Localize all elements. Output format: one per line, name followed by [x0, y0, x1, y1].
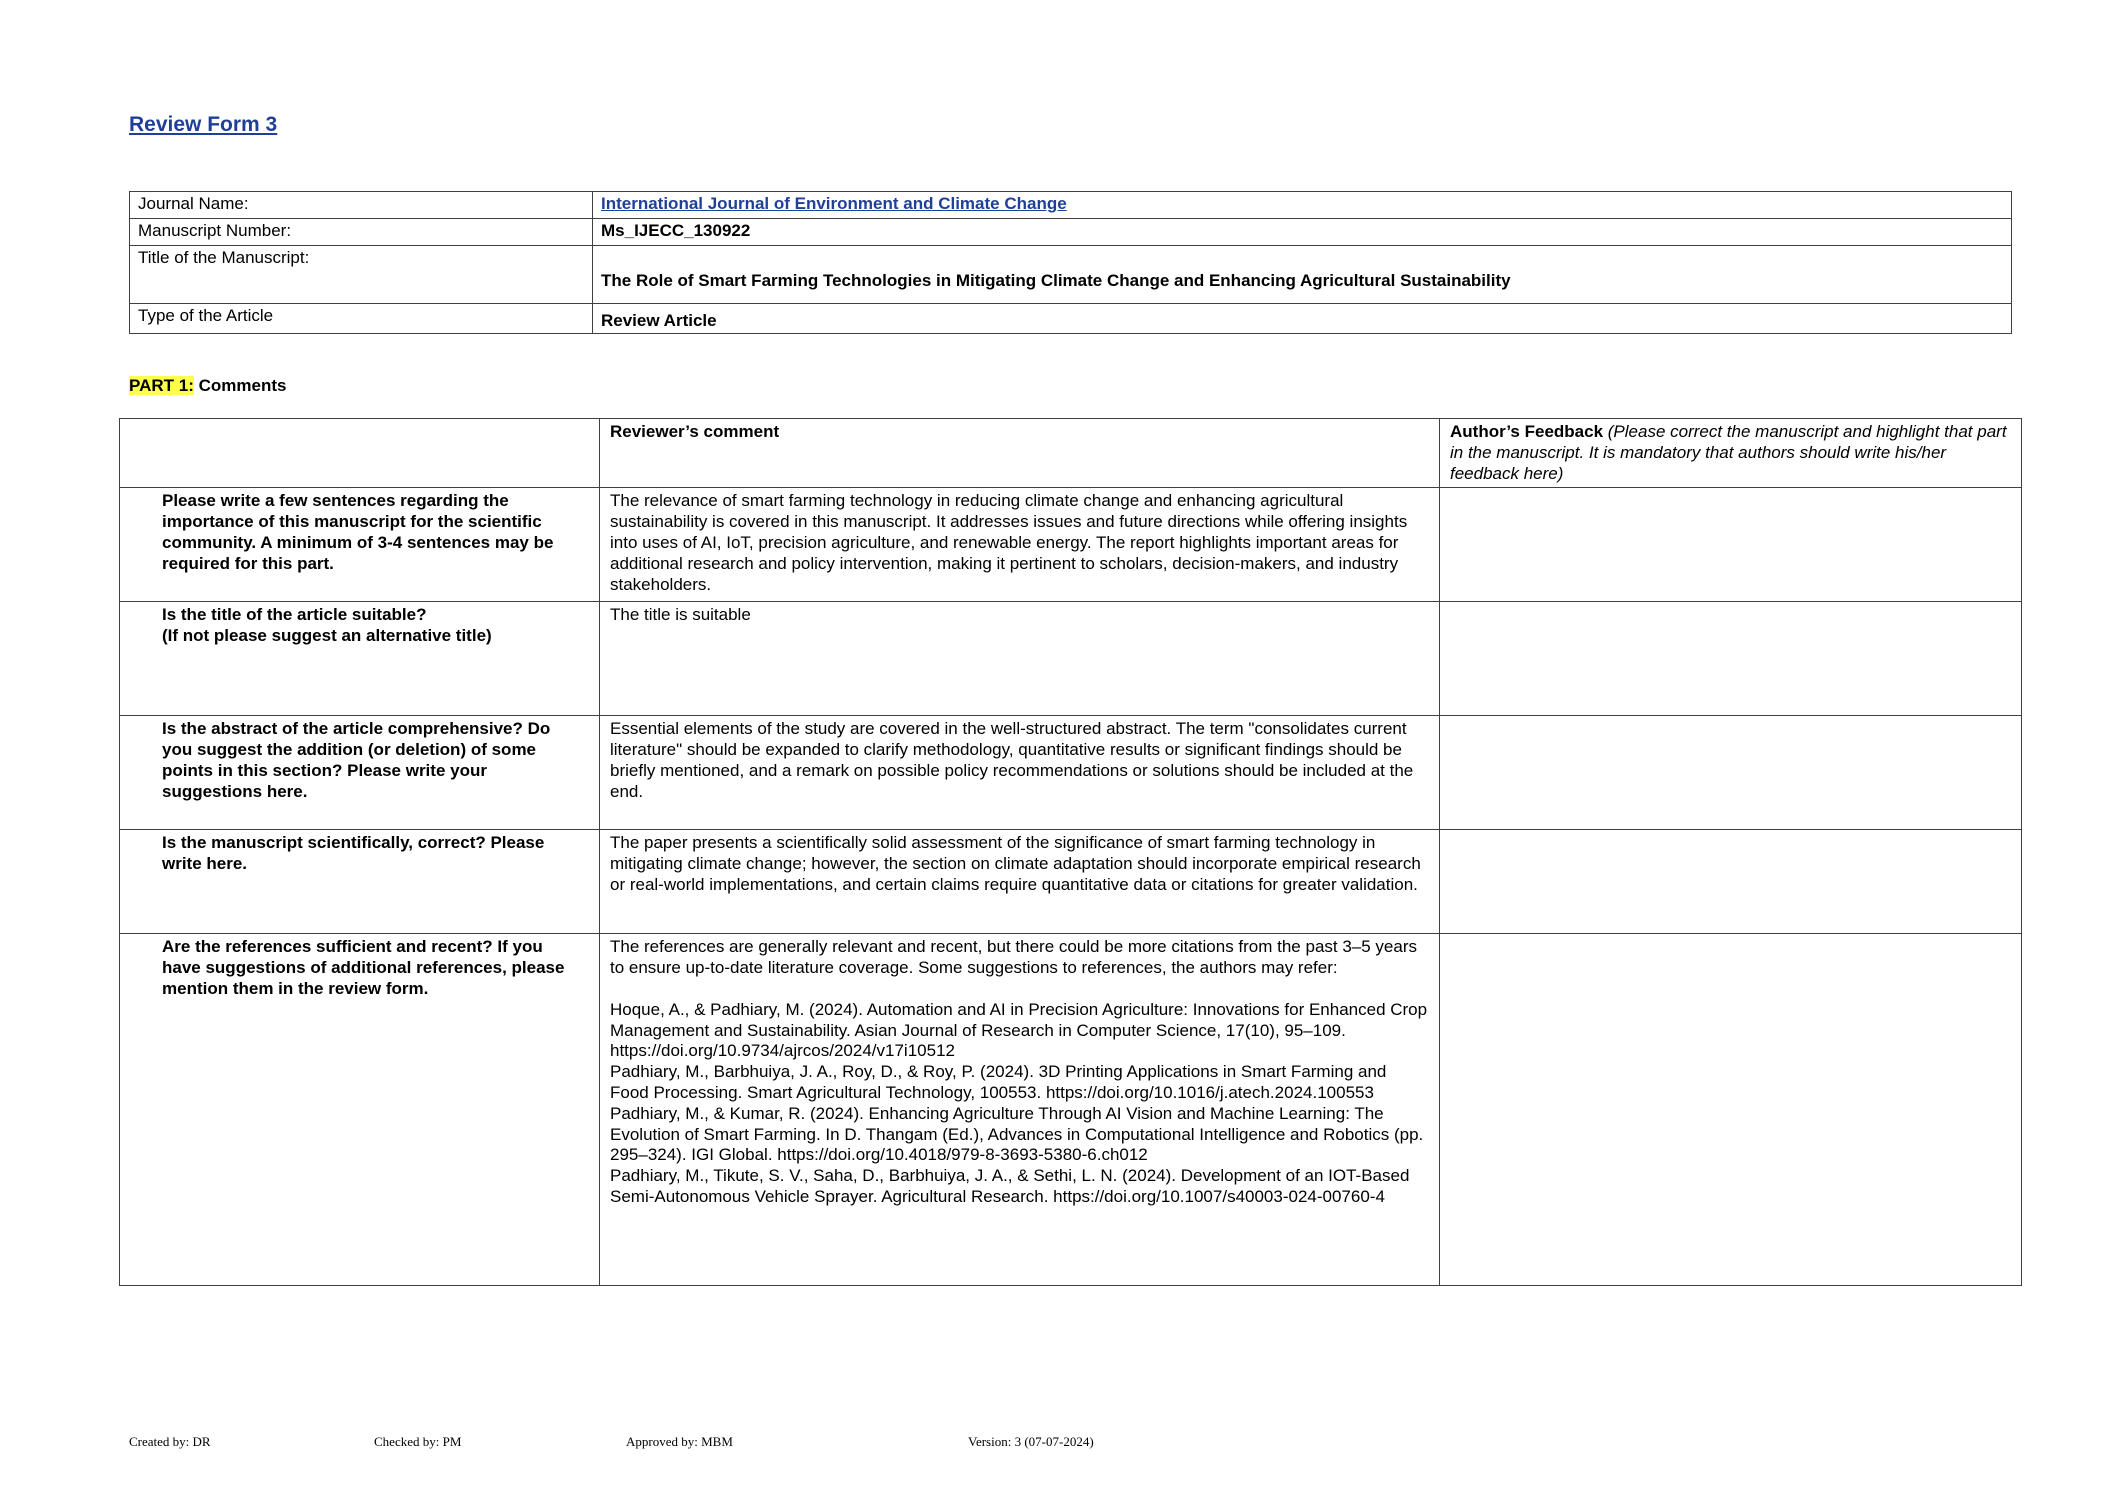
- author-feedback-cell[interactable]: [1440, 716, 2022, 830]
- article-type-label: Type of the Article: [130, 304, 593, 334]
- footer-checked-by: Checked by: PM: [374, 1434, 462, 1449]
- header-reviewer-comment: Reviewer’s comment: [600, 419, 1440, 488]
- reviewer-comment: Essential elements of the study are covered in the well-structured abstract. The term "consolidates current literature" should be expanded to clarify methodology, quantitative results or significant findings should be briefly mentioned, and a remark on possible policy recommendations or solutions should be included at the end.: [600, 716, 1440, 830]
- review-comments-table: [119, 418, 2022, 1286]
- footer-approved-by: Approved by: MBM: [626, 1434, 733, 1449]
- part1-title: Comments: [198, 376, 287, 395]
- question-abstract: Is the abstract of the article comprehensive? Do you suggest the addition (or deletion) of some points in this section? Please write your suggestions here.: [120, 716, 600, 830]
- reviewer-comment: The references are generally relevant and recent, but there could be more citations from the past 3–5 years to ensure up-to-date literature coverage. Some suggestions to references, the authors may refer: Hoque, A., & Padhiary, M. (2024). Automation and AI in Precision Agriculture: Innovations for Enhanced Crop Management and Sustainability. Asian Journal of Research in Computer Science, 17(10), 95–109. https://doi.org/10.9734/ajrcos/2024/v17i10512 Padhiary, M., Barbhuiya, J. A., Roy, D., & Roy, P. (2024). 3D Printing Applications in Smart Farming and Food Processing. Smart Agricultural Technology, 100553. https://doi.org/10.1016/j.atech.2024.100553 Padhiary, M., & Kumar, R. (2024). Enhancing Agriculture Through AI Vision and Machine Learning: The Evolution of Smart Farming. In D. Thangam (Ed.), Advances in Computational Intelligence and Robotics (pp. 295–324). IGI Global. https://doi.org/10.4018/979-8-3693-5380-6.ch012 Padhiary, M., Tikute, S. V., Saha, D., Barbhuiya, J. A., & Sethi, L. N. (2024). Development of an IOT-Based Semi-Autonomous Vehicle Sprayer. Agricultural Research. https://doi.org/10.1007/s40003-024-00760-4: [600, 934, 1440, 1286]
- question-importance: Please write a few sentences regarding the importance of this manuscript for the scientific community. A minimum of 3-4 sentences may be required for this part.: [120, 488, 600, 602]
- table-row: [120, 602, 2022, 716]
- manuscript-title-label: Title of the Manuscript:: [130, 246, 593, 304]
- manuscript-info-table: [129, 191, 2012, 334]
- author-feedback-instructions: (Please correct the manuscript and highlight that part in the manuscript. It is mandatory that authors should write his/her feedback here): [1450, 422, 2007, 483]
- manuscript-number-value: Ms_IJECC_130922: [593, 219, 2012, 246]
- author-feedback-cell[interactable]: [1440, 602, 2022, 716]
- question-title-suitable: Is the title of the article suitable? (If not please suggest an alternative title): [120, 602, 600, 716]
- form-title: Review Form 3: [129, 113, 278, 136]
- manuscript-number-label: Manuscript Number:: [130, 219, 593, 246]
- part1-tag: PART 1:: [129, 376, 194, 395]
- table-row: [120, 934, 2022, 1286]
- table-row: [120, 488, 2022, 602]
- reviewer-comment: The paper presents a scientifically solid assessment of the significance of smart farming technology in mitigating climate change; however, the section on climate adaptation should incorporate empirical research or real-world implementations, and certain claims require quantitative data or citations for greater validation.: [600, 830, 1440, 934]
- journal-name-link[interactable]: International Journal of Environment and Climate Change: [601, 194, 1067, 213]
- question-scientific: Is the manuscript scientifically, correct? Please write here.: [120, 830, 600, 934]
- author-feedback-cell[interactable]: [1440, 830, 2022, 934]
- article-type-row: [130, 304, 2012, 334]
- reviewer-comment: The relevance of smart farming technology in reducing climate change and enhancing agricultural sustainability is covered in this manuscript. It addresses issues and future directions while offering insights into uses of AI, IoT, precision agriculture, and renewable energy. The report highlights important areas for additional research and policy intervention, making it pertinent to scholars, decision-makers, and industry stakeholders.: [600, 488, 1440, 602]
- header-author-feedback: [1440, 419, 2022, 488]
- manuscript-number-row: [130, 219, 2012, 246]
- table-header-row: [120, 419, 2022, 488]
- reviewer-comment: The title is suitable: [600, 602, 1440, 716]
- question-references: Are the references sufficient and recent? If you have suggestions of additional references, please mention them in the review form.: [120, 934, 600, 1286]
- author-feedback-title: Author’s Feedback: [1450, 422, 1604, 441]
- table-row: [120, 830, 2022, 934]
- journal-name-cell: [593, 192, 2012, 219]
- manuscript-title-value: The Role of Smart Farming Technologies in Mitigating Climate Change and Enhancing Agricultural Sustainability: [593, 246, 2012, 304]
- footer-created-by: Created by: DR: [129, 1434, 211, 1449]
- author-feedback-cell[interactable]: [1440, 488, 2022, 602]
- header-question-cell: [120, 419, 600, 488]
- part1-heading: [129, 376, 286, 396]
- table-row: [120, 716, 2022, 830]
- manuscript-title-row: [130, 246, 2012, 304]
- article-type-value: Review Article: [593, 304, 2012, 334]
- footer-version: Version: 3 (07-07-2024): [968, 1434, 1094, 1449]
- author-feedback-cell[interactable]: [1440, 934, 2022, 1286]
- footer: [0, 1434, 2117, 1454]
- journal-name-label: Journal Name:: [130, 192, 593, 219]
- journal-name-row: [130, 192, 2012, 219]
